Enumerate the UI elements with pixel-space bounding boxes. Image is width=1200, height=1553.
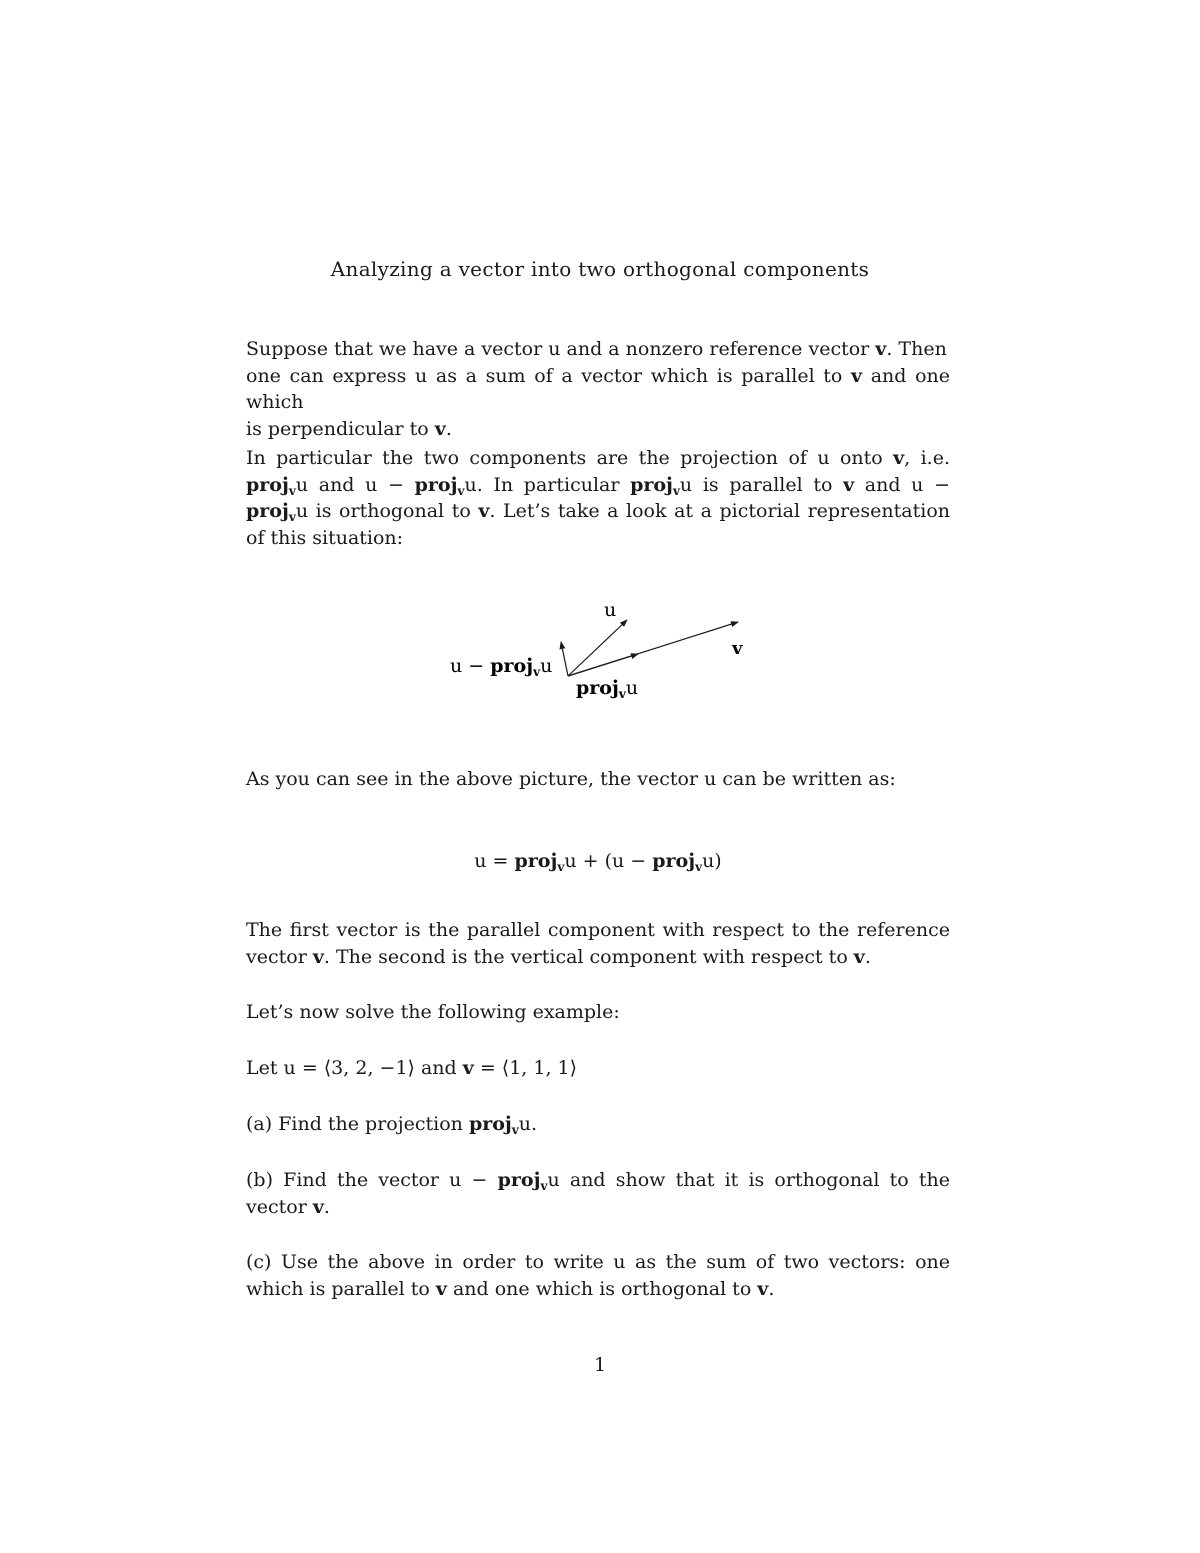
projection-arrow: [568, 654, 638, 676]
paragraph-written-as: As you can see in the above picture, the vector u can be written as:: [246, 768, 896, 790]
orthogonal-component-arrow: [561, 642, 568, 676]
label-projection: proj$_v$u: [576, 677, 639, 701]
paragraph-components: In particular the two components are the projection of u onto v, i.e. proj$_v$u and u − proj$_v$u. In particular proj$_v$u is parallel to v and u − proj$_v$u is orthogonal to v. Let’s take a look at a pictorial representation of this situation:: [246, 447, 950, 549]
label-u: u: [604, 599, 617, 621]
label-orthogonal-component: u − proj$_v$u: [450, 655, 553, 679]
paragraph-components-explained: The first vector is the parallel component with respect to the reference vector v. The second is the vertical component with respect to v.: [246, 919, 950, 968]
question-b: (b) Find the vector u − proj$_v$u and show that it is orthogonal to the vector v.: [246, 1169, 951, 1218]
intro-line-3: is perpendicular to v.: [246, 417, 452, 440]
vector-u-arrow: [568, 620, 627, 676]
paragraph-example-intro: Let’s now solve the following example:: [246, 1001, 620, 1023]
paragraph-intro: [246, 336, 950, 442]
question-c: (c) Use the above in order to write u as the sum of two vectors: one which is parallel to v and one which is orthogonal to v.: [246, 1251, 950, 1300]
label-v: v: [732, 638, 743, 659]
intro-line-1: Suppose that we have a vector u and a nonzero reference vector v. Then: [246, 338, 947, 360]
decomposition-equation: u = proj$_v$u + (u − proj$_v$u): [474, 850, 722, 874]
vector-decomposition-diagram: [440, 590, 760, 710]
question-a: (a) Find the projection proj$_v$u.: [246, 1113, 538, 1137]
example-definition: Let u = ⟨3, 2, −1⟩ and v = ⟨1, 1, 1⟩: [246, 1057, 578, 1079]
document-title: Analyzing a vector into two orthogonal components: [330, 257, 870, 281]
page-number: 1: [593, 1354, 607, 1376]
intro-line-2: one can express u as a sum of a vector which is parallel to v and one which: [246, 364, 950, 413]
